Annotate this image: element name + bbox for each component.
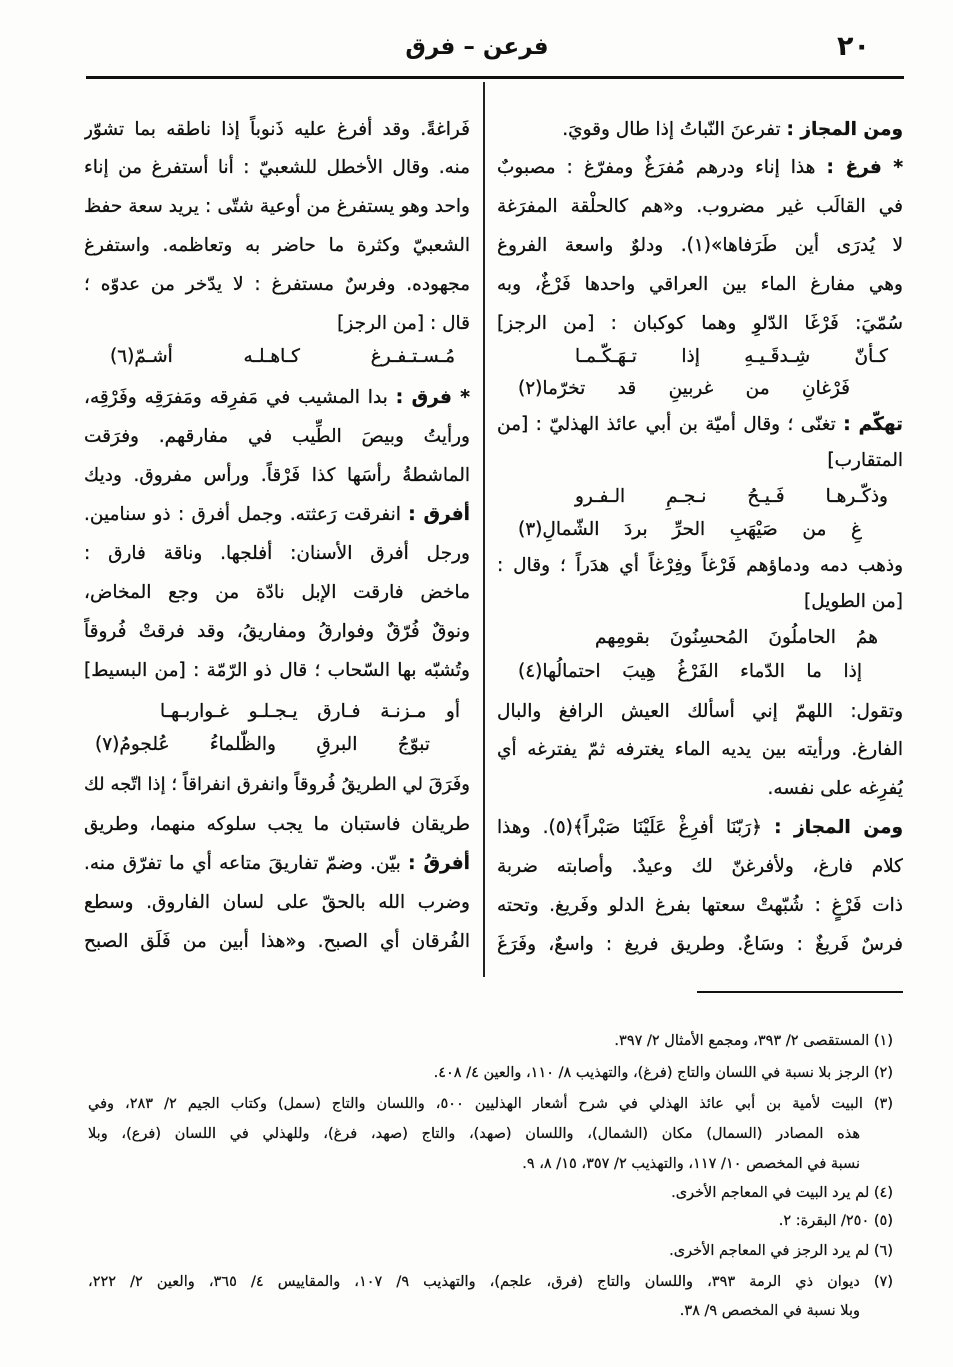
text-line: ورأيتُ وبيصَ الطِّيب في مفارقهم. وفرَقت bbox=[84, 426, 470, 447]
verse-line: فَرْغانِ من غربينِ قد تخرّما(٢) bbox=[518, 378, 850, 399]
footnote-line: (١) المستقصى ٢/ ٣٩٣، ومجمع الأمثال ٢/ ٣٩٧. bbox=[614, 1033, 893, 1049]
text-line: منه. وقال الأخطل للشعبيّ : أنا أستفرغ من إناء bbox=[84, 157, 470, 178]
text-line: في القالَب غير مضروب. و«هم كالحلْقة المفرَغة bbox=[497, 196, 903, 217]
footnote-line: (٤) لم يرد البيت في المعاجم الأخرى. bbox=[671, 1185, 893, 1201]
line-text: هذا إناء ودرهم مُفرَغٌ ومفرّغ : مصبوبٌ bbox=[497, 157, 827, 178]
headword: ومن المجاز : bbox=[786, 119, 903, 140]
text-line: واحد وهو يستفرغ من أوعية شتّى : يريد سعة حفظ bbox=[84, 196, 470, 217]
text-line: الماشطةُ رأسَها كذا فَرْقاً. ورأس مفروق. وديك bbox=[84, 465, 470, 486]
verse-line: إذا ما الدّماء الفَرْغُ هِيبَ احتمالُها(٤) bbox=[518, 661, 862, 682]
text-line: ونوقٌ فُرّقٌ وفوارقُ ومفاريقُ، وقد فرقتْ فُروقاً bbox=[84, 621, 470, 642]
text-line: وضرب الله بالحقّ على لسان الفاروق. وسطع bbox=[84, 892, 470, 913]
text-line: فَراغةً. وقد أفرغ عليه ذَنوباً إذا ناطقه بما تشوّر bbox=[84, 119, 470, 140]
text-line: ورجل أفرق الأسنان: أفلجها. وناقة فارق : bbox=[84, 543, 470, 564]
text-line: الفُرقان أي الصبح. و«هذا أبين من فَلَق الصبح bbox=[84, 931, 470, 952]
verse-line: تبوّجُ البرقِ والظّلماءُ عُلجومُ(٧) bbox=[95, 734, 430, 755]
text-line: قال : [من الرجز] bbox=[337, 313, 470, 334]
text-line: مجهوده. وفرسٌ مستفرغ : لا يدّخر من عدوّه ؛ bbox=[84, 274, 470, 295]
headword: * فرغ : bbox=[826, 157, 903, 178]
text-line: وهي مفارغ الماء بين العراقي واحدها فَرْغٌ، وبه bbox=[497, 274, 903, 295]
verse-line: غِ من صَيْهَبِ الحرِّ بردَ الشّمالِ(٣) bbox=[518, 519, 862, 540]
text-line: ماخض فارقت الإبل نادّة من وجع المخاض، bbox=[84, 582, 470, 603]
footnote-line: (٥) ٢٥٠/ البقرة: ٢. bbox=[778, 1213, 893, 1229]
line-text: انفرقت رَعثته. وجمل أفرق : ذو سنامين. bbox=[84, 504, 409, 525]
verse-line: أو مـزنـة فـارق يـجـلـو غـواربـهـا bbox=[160, 701, 460, 722]
headword: أفرقُ : bbox=[408, 853, 470, 874]
text-line: وتُشبّه بها السّحاب ؛ قال ذو الرّمّة : [من البسيط] bbox=[84, 660, 470, 681]
text-line: وتقول: اللهمّ إني أسألك العيش الرافغ والبال bbox=[497, 701, 903, 722]
text-line: وذهب دمه ودماؤهم فَرْغاً وفِرْغاً أي هدَراً ؛ وقال : bbox=[497, 555, 903, 576]
text-line: وفَرَقَ لي الطريقُ فُروقاً وانفرق انفراقاً ؛ إذا اتّجه لك bbox=[84, 774, 470, 795]
text-line: كلام فارغ، ولأفرغنّ لك وعيدٌ. وأصابته ضربة bbox=[497, 856, 903, 877]
verse-line: كـأنّ شِـدقَـيـهِ إذا تـهَـكّـمـا bbox=[575, 346, 888, 367]
footnote-line: وبلا نسبة في المخصص ٩/ ٣٨. bbox=[679, 1303, 860, 1319]
text-line: طريقان فاستبان ما يجب سلوكه منهما، وطريق bbox=[84, 814, 470, 835]
footnote-line: هذه المصادر (السمال) مكان (الشمال)، واللسان (صهد)، والتاج (صهد، فرغ)، وللهذلي في اللسان (فرع)، وبلا bbox=[88, 1126, 860, 1142]
verse-line: وذكّـرهـا فَـيـحُ نـجـمِ الـفـرو bbox=[575, 486, 888, 507]
text-line: ذات فَرْغٍ : شُبّهتْ سعتها بفرغ الدلو وفَريغ. وتحته bbox=[497, 895, 903, 916]
text-line: المتقارب] bbox=[827, 450, 903, 471]
verse-line: همُ الحاملُونَ المُحسِنُونَ بقومِهم bbox=[595, 627, 878, 648]
text-line: الشعبيّ وكثرة ما حاضر به وتعاظمه. واستفرغ bbox=[84, 235, 470, 256]
footnote-line: (٦) لم يرد الرجز في المعاجم الأخرى. bbox=[669, 1243, 893, 1259]
footnote-line: نسبة في المخصص ١٠/ ١١٧، والتهذيب ٢/ ٣٥٧، ١٥/ ٨، ٩. bbox=[522, 1156, 860, 1172]
headword: تهكّم : bbox=[843, 414, 903, 435]
line-text: ﴿رَبّنَا أفرِغْ عَلَيْنَا صَبْراً﴾(٥). وهذا bbox=[497, 817, 775, 838]
footnote-line: (٧) ديوان ذي الرمة ٣٩٣، واللسان والتاج (فرق، علجم)، والتهذيب ٩/ ١٠٧، والمقاييس ٤/ ٣٦٥، والعين ٢/ ٢٢٢، bbox=[88, 1274, 893, 1290]
footnote-line: (٣) البيت لأمية بن أبي عائذ الهذلي في شرح أشعار الهذليين ٥٠٠، واللسان والتاج (سمل) وكتاب الجيم ٢/ ٢٨٣، وفي bbox=[88, 1096, 893, 1112]
text-line: سُمّيَ: فَرْغَا الدّلوِ وهما كوكبان : [من الرجز] bbox=[497, 313, 903, 334]
footnotes bbox=[88, 0, 893, 1367]
headword: أفرق : bbox=[408, 504, 470, 525]
text-line: [من الطويل] bbox=[804, 591, 903, 612]
footnote-line: (٢) الرجز بلا نسبة في اللسان والتاج (فرغ)، والتهذيب ٨/ ١١٠، والعين ٤/ ٤٠٨. bbox=[433, 1065, 893, 1081]
line-text: بدا المشيب في مَفرِقه ومَفرَقِه وفَرْقِه، bbox=[84, 387, 396, 408]
page-number: ٢٠ bbox=[837, 31, 870, 62]
headword: * فرق : bbox=[395, 387, 470, 408]
headword: ومن المجاز : bbox=[774, 817, 903, 838]
verse-line: مُـسـتـفـرغ كـاهـلـه أشـمّ(٦) bbox=[110, 346, 455, 367]
text-line: فرسٌ فَريغٌ : وسَاعٌ. وطريق فريغ : واسعٌ، وفَرَغَ bbox=[497, 934, 903, 955]
running-head: فرعن – فرق bbox=[405, 34, 549, 60]
line-text: بيّن. وضمّ تفاريقَ متاعه أي ما تفرّق منه. bbox=[84, 853, 409, 874]
line-text: تغنّى ؛ وقال أميّة بن أبي عائذ الهذليّ : [من bbox=[497, 414, 844, 435]
text-line: الفارغ. ورأيته بين يديه الماء يغترفه ثمّ يفترغه أي bbox=[497, 739, 903, 760]
line-text: تفرعنَ النّباتُ إذا طال وقويَ. bbox=[562, 119, 787, 140]
text-line: لا يُدرَى أين طَرَفاها»(١). ودلوٌ واسعة الفروغ bbox=[497, 235, 903, 256]
text-line: يُفرِغه على نفسه. bbox=[767, 778, 903, 799]
